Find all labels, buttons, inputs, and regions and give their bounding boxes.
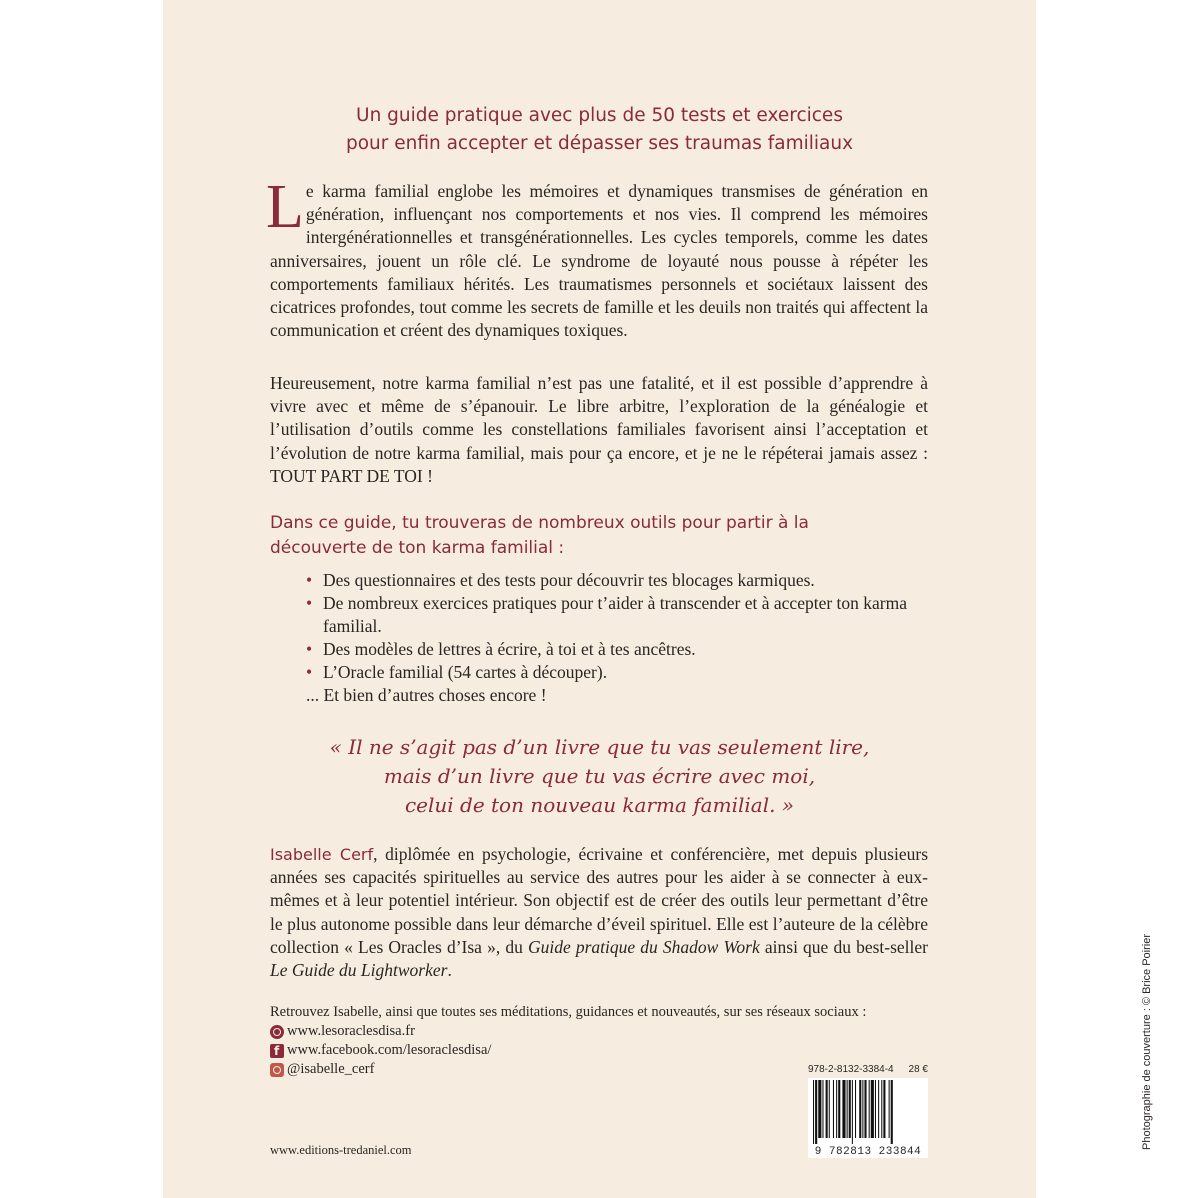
quote-line-3: celui de ton nouveau karma familial. » [404,793,795,817]
headline-line-1: Un guide pratique avec plus de 50 tests et exercices [356,105,843,126]
book-title-1: Guide pratique du Shadow Work [527,936,760,957]
photo-credit: Photographie de couverture : © Brice Poirier [1141,934,1153,1150]
author-bio [270,843,928,982]
isbn: 978-2-8132-3384-4 [808,1064,894,1075]
list-item [306,592,946,638]
isbn-line [808,1064,928,1075]
facebook-link[interactable] [270,1041,950,1060]
list-item-text: Des modèles de lettres à écrire, à toi et à tes ancêtres. [323,639,696,659]
list-item [306,569,946,592]
book-title-2: Le Guide du Lightworker [270,960,448,981]
facebook-icon [270,1044,284,1058]
bullet-icon: • [306,639,313,659]
list-item-text: Des questionnaires et des tests pour découvrir tes blocages karmiques. [323,570,815,590]
barcode-icon [808,1078,928,1146]
bio-text-1: , diplômée en psychologie, écrivaine et conférencière, met depuis plusieurs années ses capacités spirituelles au service des autres pour les aider à se connecter à eux-mêmes et à leur potentiel intérieur. Son objectif est de créer des outils leur permettant d’être le plus autonome possible dans leur démarche d’éveil spirituel. Elle est l’auteure de la célèbre collection « Les Oracles d’Isa », du [270,844,928,957]
facebook-link-text: www.facebook.com/lesoraclesdisa/ [287,1042,492,1058]
quote-line-1: « Il ne s’agit pas d’un livre que tu vas seulement lire, [329,735,870,759]
bullet-icon: • [306,570,313,590]
list-closing: ... Et bien d’autres choses encore ! [306,685,547,705]
bio-text-2: ainsi que du best-seller [759,936,928,957]
bio-text-3: . [447,960,452,981]
website-link[interactable] [270,1022,950,1041]
headline [163,102,1036,158]
quote-line-2: mais d’un livre que tu vas écrire avec moi, [383,764,816,788]
list-item [306,638,946,661]
intro-paragraph [266,173,928,342]
drop-cap: L [266,173,304,241]
publisher-website[interactable]: www.editions-tredaniel.com [270,1143,412,1157]
feature-list [306,569,946,707]
instagram-icon [270,1063,284,1077]
barcode-digits: 9 782813 233844 [808,1146,928,1158]
book-back-cover [163,0,1153,1198]
bullet-icon: • [306,662,313,682]
globe-icon [270,1025,284,1039]
headline-line-2: pour enfin accepter et dépasser ses traumas familiaux [345,133,854,154]
list-item-text: L’Oracle familial (54 cartes à découper). [323,662,608,682]
intro-paragraph-text: e karma familial englobe les mémoires et dynamiques transmises de génération en génération, influençant nos comportements et nos vies. Il comprend les mémoires intergénérationnelles et transgénérationnelles. Les cycles temporels, comme les dates anniversaires, jouent un rôle clé. Le syndrome de loyauté nous pousse à répéter les comportements familiaux hérités. Les traumatismes personnels et sociétaux laissent des cicatrices profondes, tout comme les secrets de famille et les deuils non traités qui affectent la communication et créent des dynamiques toxiques. [270,181,928,341]
barcode-block [808,1064,928,1158]
bullet-icon: • [306,593,313,613]
second-paragraph: Heureusement, notre karma familial n’est pas une fatalité, et il est possible d’apprendre à vivre avec et même de s’épanouir. Le libre arbitre, l’exploration de la généalogie et l’utilisation d’outils comme les constellations familiales favorisent ainsi l’acceptation et l’évolution de notre karma familial, mais pour ça encore, et je ne le répéterai jamais assez : TOUT PART DE TOI ! [270,373,928,486]
author-name: Isabelle Cerf [270,845,374,864]
guide-intro-line-2: découverte de ton karma familial : [270,538,565,558]
price: 28 € [908,1064,928,1075]
list-item-text: De nombreux exercices pratiques pour t’aider à transcender et à accepter ton karma familial. [323,593,908,636]
social-intro: Retrouvez Isabelle, ainsi que toutes ses méditations, guidances et nouveautés, sur ses réseaux sociaux : [270,1004,867,1020]
guide-intro-line-1: Dans ce guide, tu trouveras de nombreux outils pour partir à la [270,513,809,533]
pull-quote [163,733,1036,820]
guide-intro [270,511,928,561]
list-item [306,661,946,684]
instagram-link-text: @isabelle_cerf [287,1061,375,1077]
website-link-text: www.lesoraclesdisa.fr [287,1023,415,1039]
